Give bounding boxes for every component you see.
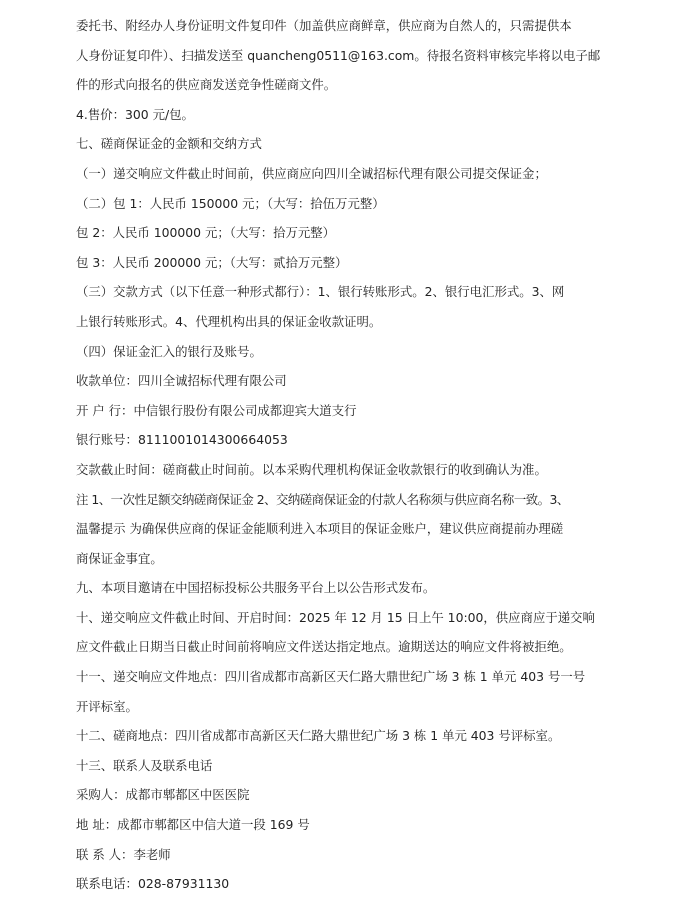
text-line: 人身份证复印件）、扫描发送至 quancheng0511@163.com。待报名资料审核完毕将以电子邮 [76,47,601,63]
bank-line: 开 户 行：中信银行股份有限公司成都迎宾大道支行 [76,402,357,418]
purchaser-line: 采购人：成都市郫都区中医医院 [76,787,250,803]
text-line: 委托书、附经办人身份证明文件复印件（加盖供应商鲜章，供应商为自然人的，只需提供本 [76,18,572,33]
text-line: 包 2：人民币 100000 元；（大写：拾万元整） [76,225,336,241]
text-line: 上银行转账形式。4、代理机构出具的保证金收款证明。 [76,313,382,329]
account-line: 银行账号：8111001014300664053 [76,432,288,448]
text-line: 交款截止时间：磋商截止时间前。以本采购代理机构保证金收款银行的收到确认为准。 [76,461,547,477]
text-line: 温馨提示 为确保供应商的保证金能顺利进入本项目的保证金账户，建议供应商提前办理磋 [76,521,564,537]
text-line: （一）递交响应文件截止时间前，供应商应向四川全诚招标代理有限公司提交保证金； [76,165,547,181]
text-line: 4.售价：300 元/包。 [76,106,194,122]
text-line: （三）交款方式（以下任意一种形式都行）：1、银行转账形式。2、银行电汇形式。3、网 [76,284,565,300]
text-line: 开评标室。 [76,698,138,714]
contact-person-line: 联 系 人：李老师 [76,846,171,862]
text-line: 包 3：人民币 200000 元；（大写：贰拾万元整） [76,254,348,270]
text-line: 件的形式向报名的供应商发送竞争性磋商文件。 [76,77,337,93]
text-line: （二）包 1：人民币 150000 元；（大写：拾伍万元整） [76,195,385,211]
payee-line: 收款单位：四川全诚招标代理有限公司 [76,373,287,389]
section-heading: 十二、磋商地点：四川省成都市高新区天仁路大鼎世纪广场 3 栋 1 单元 403 号评标室。 [76,728,561,744]
address-line: 地 址：成都市郫都区中信大道一段 169 号 [76,817,310,833]
note-line: 注 1、一次性足额交纳磋商保证金 2、交纳磋商保证金的付款人名称须与供应商名称一致。3、 [76,491,569,507]
text-line: （四）保证金汇入的银行及账号。 [76,343,262,359]
section-heading: 十一、递交响应文件地点：四川省成都市高新区天仁路大鼎世纪广场 3 栋 1 单元 403 号一号 [76,669,586,685]
section-heading: 七、磋商保证金的金额和交纳方式 [76,136,262,152]
text-line: 商保证金事宜。 [76,550,163,566]
section-heading: 十三、联系人及联系电话 [76,757,213,773]
text-line: 应文件截止日期当日截止时间前将响应文件送达指定地点。逾期送达的响应文件将被拒绝。 [76,639,572,655]
document-body [76,0,621,899]
section-heading: 九、本项目邀请在中国招标投标公共服务平台上以公告形式发布。 [76,580,436,596]
section-heading: 十、递交响应文件截止时间、开启时间：2025 年 12 月 15 日上午 10:00，供应商应于递交响 [76,609,595,625]
contact-phone-line: 联系电话：028-87931130 [76,876,230,892]
